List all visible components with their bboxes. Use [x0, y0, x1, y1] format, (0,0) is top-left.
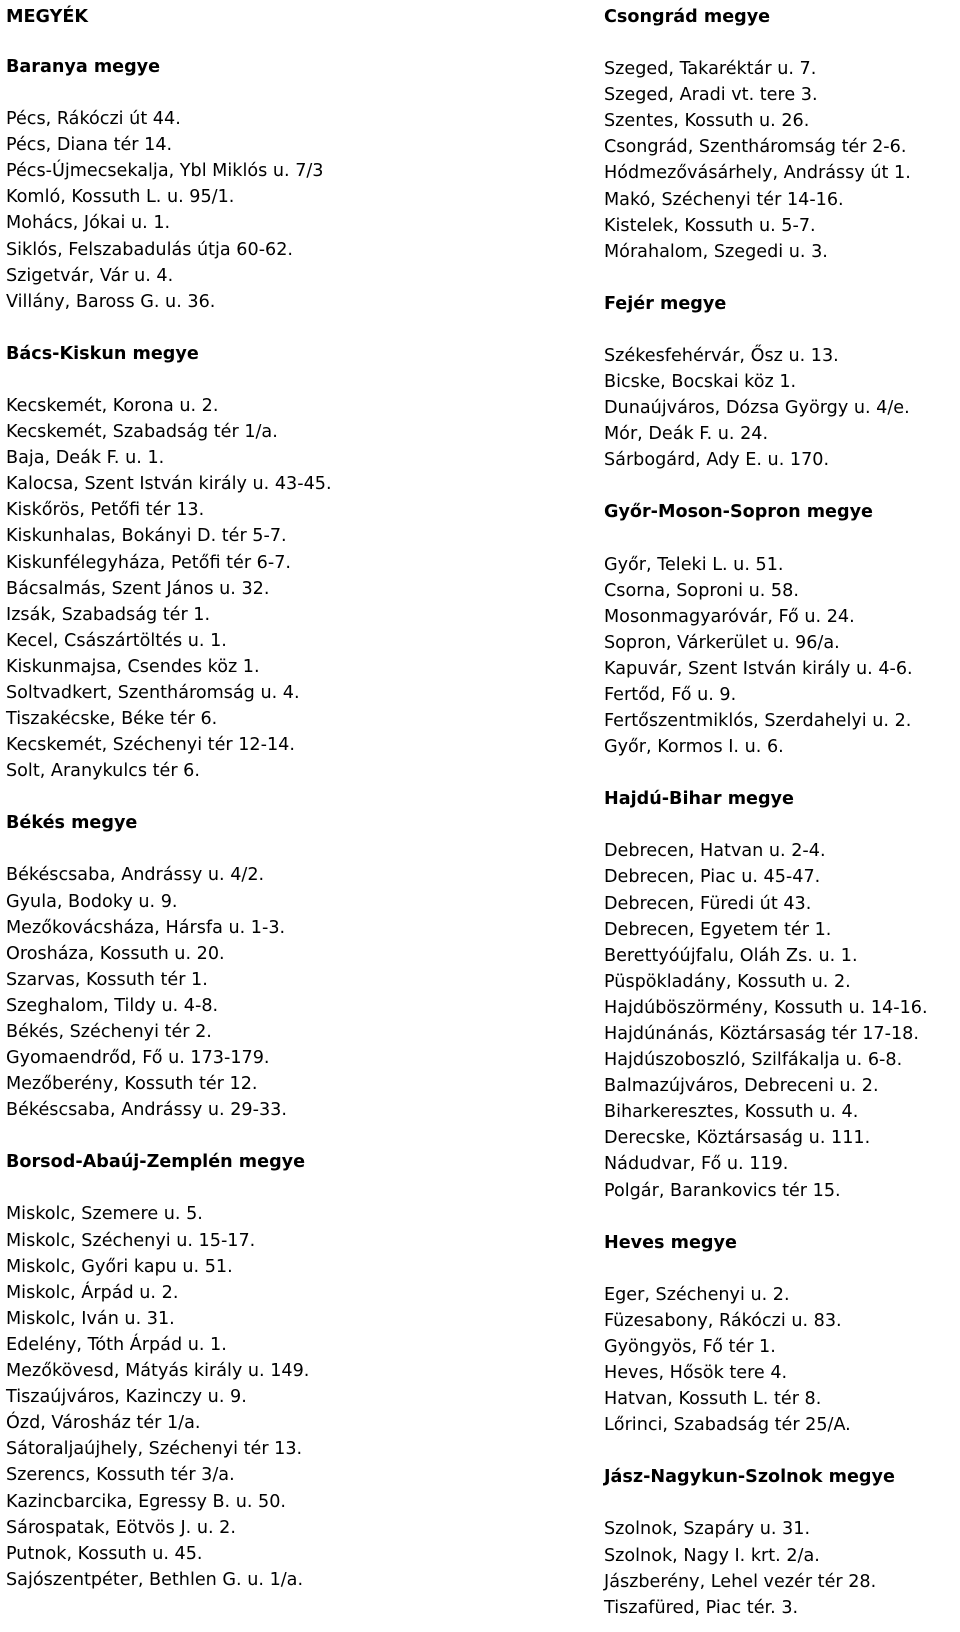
address-item: Miskolc, Győri kapu u. 51. — [6, 1256, 233, 1277]
address-item: Dunaújváros, Dózsa György u. 4/e. — [604, 398, 910, 419]
right-column — [604, 0, 954, 1621]
county-section — [604, 499, 954, 760]
address-item: Eger, Széchenyi u. 2. — [604, 1284, 790, 1305]
address-item: Izsák, Szabadság tér 1. — [6, 604, 211, 625]
address-list — [6, 393, 586, 784]
address-item: Balmazújváros, Debreceni u. 2. — [604, 1076, 879, 1097]
address-item: Fertőd, Fő u. 9. — [604, 684, 737, 705]
address-item: Kazincbarcika, Egressy B. u. 50. — [6, 1491, 287, 1512]
county-section — [6, 810, 586, 1123]
address-item: Szentes, Kossuth u. 26. — [604, 111, 810, 132]
address-item: Kalocsa, Szent István király u. 43-45. — [6, 474, 332, 495]
address-item: Miskolc, Szemere u. 5. — [6, 1204, 203, 1225]
address-item: Szigetvár, Vár u. 4. — [6, 265, 174, 286]
address-item: Fertőszentmiklós, Szerdahelyi u. 2. — [604, 711, 912, 732]
county-section — [604, 4, 954, 265]
address-item: Miskolc, Széchenyi u. 15-17. — [6, 1230, 256, 1251]
address-item: Szeghalom, Tildy u. 4-8. — [6, 995, 219, 1016]
address-item: Bicske, Bocskai köz 1. — [604, 372, 797, 393]
address-item: Hajdúszoboszló, Szilfákalja u. 6-8. — [604, 1050, 903, 1071]
county-heading: Fejér megye — [604, 293, 727, 314]
address-item: Szeged, Aradi vt. tere 3. — [604, 85, 818, 106]
address-item: Miskolc, Árpád u. 2. — [6, 1282, 179, 1303]
address-list — [604, 56, 954, 265]
address-item: Csongrád, Szentháromság tér 2-6. — [604, 137, 907, 158]
address-item: Pécs, Diana tér 14. — [6, 135, 173, 156]
address-item: Csorna, Soproni u. 58. — [604, 580, 799, 601]
address-item: Pécs-Újmecsekalja, Ybl Miklós u. 7/3 — [6, 161, 324, 182]
address-item: Orosháza, Kossuth u. 20. — [6, 943, 225, 964]
address-item: Bácsalmás, Szent János u. 32. — [6, 578, 270, 599]
address-item: Szolnok, Szapáry u. 31. — [604, 1519, 811, 1540]
address-item: Győr, Kormos I. u. 6. — [604, 737, 784, 758]
address-item: Gyöngyös, Fő tér 1. — [604, 1336, 776, 1357]
address-item: Tiszaújváros, Kazinczy u. 9. — [6, 1387, 247, 1408]
address-item: Hódmezővásárhely, Andrássy út 1. — [604, 163, 911, 184]
address-item: Pécs, Rákóczi út 44. — [6, 109, 181, 130]
address-item: Biharkeresztes, Kossuth u. 4. — [604, 1102, 859, 1123]
address-item: Jászberény, Lehel vezér tér 28. — [604, 1571, 877, 1592]
county-section — [604, 1464, 954, 1620]
county-section — [6, 1149, 586, 1593]
address-item: Kiskunfélegyháza, Petőfi tér 6-7. — [6, 552, 292, 573]
address-list — [604, 343, 954, 473]
address-item: Füzesabony, Rákóczi u. 83. — [604, 1310, 842, 1331]
address-list — [6, 106, 586, 315]
address-item: Miskolc, Iván u. 31. — [6, 1308, 175, 1329]
address-item: Debrecen, Egyetem tér 1. — [604, 919, 832, 940]
address-item: Debrecen, Hatvan u. 2-4. — [604, 841, 826, 862]
address-item: Kecskemét, Széchenyi tér 12-14. — [6, 735, 295, 756]
address-item: Sárbogárd, Ady E. u. 170. — [604, 450, 830, 471]
address-item: Mohács, Jókai u. 1. — [6, 213, 171, 234]
county-section — [6, 341, 586, 785]
address-item: Kiskunhalas, Bokányi D. tér 5-7. — [6, 526, 287, 547]
address-item: Kapuvár, Szent István király u. 4-6. — [604, 658, 913, 679]
address-item: Heves, Hősök tere 4. — [604, 1363, 788, 1384]
address-list — [604, 838, 954, 1203]
county-section — [604, 1230, 954, 1439]
page-title: MEGYÉK — [6, 7, 88, 27]
address-item: Nádudvar, Fő u. 119. — [604, 1154, 789, 1175]
address-item: Szolnok, Nagy I. krt. 2/a. — [604, 1545, 820, 1566]
address-item: Hajdúböszörmény, Kossuth u. 14-16. — [604, 997, 928, 1018]
address-item: Sopron, Várkerület u. 96/a. — [604, 632, 840, 653]
address-item: Debrecen, Piac u. 45-47. — [604, 867, 821, 888]
address-item: Derecske, Köztársaság u. 111. — [604, 1128, 871, 1149]
address-list — [6, 862, 586, 1123]
county-heading: Hajdú-Bihar megye — [604, 789, 794, 810]
county-section — [604, 291, 954, 474]
address-item: Győr, Teleki L. u. 51. — [604, 554, 784, 575]
county-heading: Baranya megye — [6, 57, 161, 77]
address-item: Berettyóújfalu, Oláh Zs. u. 1. — [604, 945, 858, 966]
address-item: Villány, Baross G. u. 36. — [6, 291, 216, 312]
address-item: Tiszakécske, Béke tér 6. — [6, 709, 218, 730]
address-item: Békéscsaba, Andrássy u. 29-33. — [6, 1100, 287, 1121]
address-item: Sátoraljaújhely, Széchenyi tér 13. — [6, 1439, 303, 1460]
address-list — [6, 1201, 586, 1592]
address-item: Debrecen, Füredi út 43. — [604, 893, 812, 914]
address-item: Ózd, Városház tér 1/a. — [6, 1413, 201, 1434]
address-item: Mezőkövesd, Mátyás király u. 149. — [6, 1361, 310, 1382]
address-item: Kecskemét, Szabadság tér 1/a. — [6, 422, 278, 443]
address-list — [604, 552, 954, 761]
county-heading: Békés megye — [6, 813, 138, 834]
address-item: Kistelek, Kossuth u. 5-7. — [604, 215, 816, 236]
address-item: Kiskőrös, Petőfi tér 13. — [6, 500, 205, 521]
address-item: Sárospatak, Eötvös J. u. 2. — [6, 1517, 236, 1538]
address-item: Mezőberény, Kossuth tér 12. — [6, 1074, 258, 1095]
county-heading: Győr-Moson-Sopron megye — [604, 502, 873, 523]
address-item: Szeged, Takaréktár u. 7. — [604, 59, 817, 80]
address-item: Békés, Széchenyi tér 2. — [6, 1022, 212, 1042]
left-column — [6, 0, 586, 1593]
address-item: Mezőkovácsháza, Hársfa u. 1-3. — [6, 917, 286, 938]
county-section — [604, 786, 954, 1203]
county-heading: Borsod-Abaúj-Zemplén megye — [6, 1152, 306, 1173]
address-item: Putnok, Kossuth u. 45. — [6, 1543, 203, 1564]
left-sections — [6, 54, 586, 1593]
address-item: Szerencs, Kossuth tér 3/a. — [6, 1465, 235, 1486]
address-item: Edelény, Tóth Árpád u. 1. — [6, 1334, 227, 1355]
address-item: Mór, Deák F. u. 24. — [604, 424, 769, 445]
county-heading: Bács-Kiskun megye — [6, 343, 199, 364]
address-item: Makó, Széchenyi tér 14-16. — [604, 189, 844, 210]
address-item: Baja, Deák F. u. 1. — [6, 448, 165, 469]
address-item: Püspökladány, Kossuth u. 2. — [604, 971, 851, 992]
county-section — [6, 54, 586, 315]
county-heading: Csongrád megye — [604, 7, 771, 27]
address-item: Polgár, Barankovics tér 15. — [604, 1180, 841, 1201]
address-list — [604, 1282, 954, 1439]
address-item: Sajószentpéter, Bethlen G. u. 1/a. — [6, 1569, 304, 1590]
address-item: Kecskemét, Korona u. 2. — [6, 395, 219, 416]
address-item: Szarvas, Kossuth tér 1. — [6, 969, 208, 990]
address-item: Solt, Aranykulcs tér 6. — [6, 761, 200, 782]
county-heading: Heves megye — [604, 1232, 737, 1253]
address-item: Hajdúnánás, Köztársaság tér 17-18. — [604, 1024, 919, 1044]
address-item: Hatvan, Kossuth L. tér 8. — [604, 1389, 822, 1410]
county-heading: Jász-Nagykun-Szolnok megye — [604, 1467, 895, 1488]
address-item: Komló, Kossuth L. u. 95/1. — [6, 187, 235, 208]
right-sections — [604, 4, 954, 1621]
address-item: Békéscsaba, Andrássy u. 4/2. — [6, 865, 265, 886]
address-item: Kecel, Császártöltés u. 1. — [6, 630, 227, 651]
address-item: Lőrinci, Szabadság tér 25/A. — [604, 1415, 851, 1436]
address-item: Gyomaendrőd, Fő u. 173-179. — [6, 1048, 270, 1069]
address-item: Siklós, Felszabadulás útja 60-62. — [6, 239, 294, 260]
address-item: Kiskunmajsa, Csendes köz 1. — [6, 656, 260, 677]
address-item: Mosonmagyaróvár, Fő u. 24. — [604, 606, 855, 627]
address-item: Mórahalom, Szegedi u. 3. — [604, 241, 828, 262]
address-list — [604, 1516, 954, 1620]
address-item: Soltvadkert, Szentháromság u. 4. — [6, 682, 300, 703]
address-item: Székesfehérvár, Ősz u. 13. — [604, 345, 839, 366]
address-item: Gyula, Bodoky u. 9. — [6, 891, 178, 912]
address-item: Tiszafüred, Piac tér. 3. — [604, 1597, 799, 1618]
